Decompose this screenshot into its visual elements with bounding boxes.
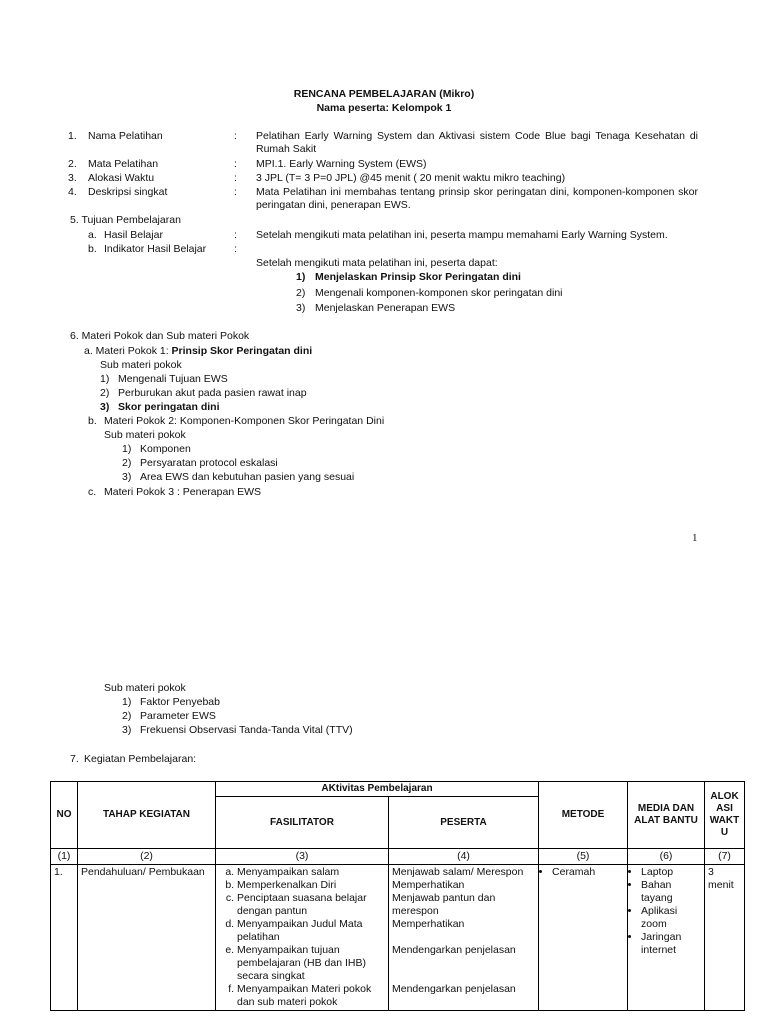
- item-colon: :: [234, 130, 237, 142]
- list-item: • Laptop: [641, 866, 701, 879]
- list-item: • Bahan tayang: [641, 879, 701, 905]
- list-number: 3): [122, 471, 132, 483]
- peserta-line: Mendengarkan penjelasan: [392, 944, 516, 956]
- media-list: [631, 866, 701, 957]
- list-marker: b.: [88, 243, 97, 255]
- list-item: Faktor Penyebab: [140, 696, 220, 708]
- list-item: a. Menyampaikan salam: [237, 866, 385, 879]
- item-label: Hasil Belajar: [104, 229, 163, 241]
- peserta-line: Memperhatikan: [392, 918, 465, 930]
- column-number: (3): [216, 849, 389, 865]
- list-number: 1): [296, 271, 306, 283]
- list-number: 1): [122, 443, 132, 455]
- section-heading: 5. Tujuan Pembelajaran: [70, 214, 181, 226]
- item-value: MPI.1. Early Warning System (EWS): [256, 158, 427, 170]
- section-heading: 6. Materi Pokok dan Sub materi Pokok: [70, 330, 250, 342]
- column-number: (5): [539, 849, 628, 865]
- item-colon: :: [234, 158, 237, 170]
- header-alokasi: ALOK ASI WAKT U: [705, 782, 745, 849]
- header-fasilitator: FASILITATOR: [216, 797, 389, 849]
- item-value: Setelah mengikuti mata pelatihan ini, peserta mampu memahami Early Warning System.: [256, 229, 668, 241]
- kegiatan-table: [50, 781, 745, 1011]
- metode-list: [542, 866, 624, 879]
- list-item: Mengenali Tujuan EWS: [118, 373, 228, 385]
- list-item: Area EWS dan kebutuhan pasien yang sesuai: [140, 471, 355, 483]
- list-item: Parameter EWS: [140, 710, 216, 722]
- list-item: Komponen: [140, 443, 191, 455]
- item-label: Mata Pelatihan: [88, 158, 159, 170]
- row-alokasi: 3 menit: [705, 865, 745, 1011]
- page-number: 1: [692, 532, 698, 544]
- list-item: f. Menyampaikan Materi pokok dan sub materi pokok: [237, 983, 385, 1009]
- materi-pokok-1: [84, 345, 312, 358]
- column-number: (4): [389, 849, 539, 865]
- list-item: Menjelaskan Prinsip Skor Peringatan dini: [315, 271, 521, 283]
- item-colon: :: [234, 243, 237, 255]
- peserta-line: Memperhatikan: [392, 879, 465, 891]
- item-number: 3.: [68, 172, 77, 184]
- materi-pokok-2: Materi Pokok 2: Komponen-Komponen Skor Peringatan Dini: [104, 415, 385, 427]
- column-number: (2): [78, 849, 216, 865]
- materi-pokok-prefix: a. Materi Pokok 1:: [84, 345, 172, 357]
- list-item: Frekuensi Observasi Tanda-Tanda Vital (TTV): [140, 724, 353, 736]
- row-tahap: Pendahuluan/ Pembukaan: [78, 865, 216, 1011]
- header-media: MEDIA DAN ALAT BANTU: [628, 782, 705, 849]
- sub-label: Sub materi pokok: [104, 429, 186, 441]
- list-item: c. Penciptaan suasana belajar dengan pantun: [237, 892, 385, 918]
- item-label: Indikator Hasil Belajar: [104, 243, 207, 255]
- list-item: b. Memperkenalkan Diri: [237, 879, 385, 892]
- peserta-line: Menjawab salam/ Merespon: [392, 866, 524, 878]
- header-no: NO: [51, 782, 78, 849]
- list-item: Perburukan akut pada pasien rawat inap: [118, 387, 307, 399]
- list-number: 3): [122, 724, 132, 736]
- list-number: 2): [100, 387, 110, 399]
- list-item: • Jaringan internet: [641, 931, 701, 957]
- row-no: 1.: [51, 865, 78, 1011]
- list-item: Menjelaskan Penerapan EWS: [315, 302, 456, 314]
- document-title: RENCANA PEMBELAJARAN (Mikro): [293, 88, 475, 100]
- list-marker: c.: [88, 486, 97, 498]
- document-subtitle: Nama peserta: Kelompok 1: [316, 102, 452, 114]
- list-number: 2): [296, 287, 306, 299]
- list-number: 1): [100, 373, 110, 385]
- row-metode: [539, 865, 628, 1011]
- list-number: 3): [296, 302, 306, 314]
- list-item: Persyaratan protocol eskalasi: [140, 457, 278, 469]
- materi-pokok-title: Prinsip Skor Peringatan dini: [171, 345, 313, 357]
- peserta-line: Menjawab pantun dan merespon: [392, 892, 496, 917]
- header-tahap: TAHAP KEGIATAN: [78, 782, 216, 849]
- list-marker: b.: [88, 415, 97, 427]
- peserta-line: Mendengarkan penjelasan: [392, 983, 516, 995]
- header-aktivitas: AKtivitas Pembelajaran: [216, 782, 539, 797]
- list-number: 1): [122, 696, 132, 708]
- column-number: (6): [628, 849, 705, 865]
- item-label: Nama Pelatihan: [88, 130, 163, 142]
- item-label: Alokasi Waktu: [88, 172, 155, 184]
- row-peserta: [389, 865, 539, 1011]
- list-item: • Aplikasi zoom: [641, 905, 701, 931]
- item-value: Setelah mengikuti mata pelatihan ini, peserta dapat:: [256, 257, 498, 269]
- list-item: d. Menyampaikan Judul Mata pelatihan: [237, 918, 385, 944]
- item-value: Pelatihan Early Warning System dan Aktivasi sistem Code Blue bagi Tenaga Kesehatan di Rumah Sakit: [256, 130, 698, 155]
- item-colon: :: [234, 172, 237, 184]
- item-label: Deskripsi singkat: [88, 186, 168, 198]
- list-marker: a.: [88, 229, 97, 241]
- table-row: [51, 865, 745, 1011]
- list-item: Mengenali komponen-komponen skor peringatan dini: [315, 287, 563, 299]
- item-number: 1.: [68, 130, 77, 142]
- row-fasilitator: [216, 865, 389, 1011]
- sub-label: Sub materi pokok: [100, 359, 182, 371]
- column-number: (7): [705, 849, 745, 865]
- header-metode: METODE: [539, 782, 628, 849]
- section-number: 7.: [70, 753, 79, 765]
- header-peserta: PESERTA: [389, 797, 539, 849]
- list-number: 2): [122, 710, 132, 722]
- list-item: • Ceramah: [552, 866, 624, 879]
- item-number: 4.: [68, 186, 77, 198]
- list-item: Skor peringatan dini: [118, 401, 220, 413]
- fasilitator-list: [219, 866, 385, 1009]
- list-number: 3): [100, 401, 110, 413]
- item-value: Mata Pelatihan ini membahas tentang prinsip skor peringatan dini, komponen-komponen skor peringatan dini, penerapan EWS.: [256, 186, 698, 211]
- item-colon: :: [234, 186, 237, 198]
- section-heading: Kegiatan Pembelajaran:: [84, 753, 197, 765]
- list-item: e. Menyampaikan tujuan pembelajaran (HB dan IHB) secara singkat: [237, 944, 385, 983]
- item-value: 3 JPL (T= 3 P=0 JPL) @45 menit ( 20 menit waktu mikro teaching): [256, 172, 566, 184]
- materi-pokok-3: Materi Pokok 3 : Penerapan EWS: [104, 486, 261, 498]
- row-media: [628, 865, 705, 1011]
- item-colon: :: [234, 229, 237, 241]
- sub-label: Sub materi pokok: [104, 682, 186, 694]
- item-number: 2.: [68, 158, 77, 170]
- column-number: (1): [51, 849, 78, 865]
- list-number: 2): [122, 457, 132, 469]
